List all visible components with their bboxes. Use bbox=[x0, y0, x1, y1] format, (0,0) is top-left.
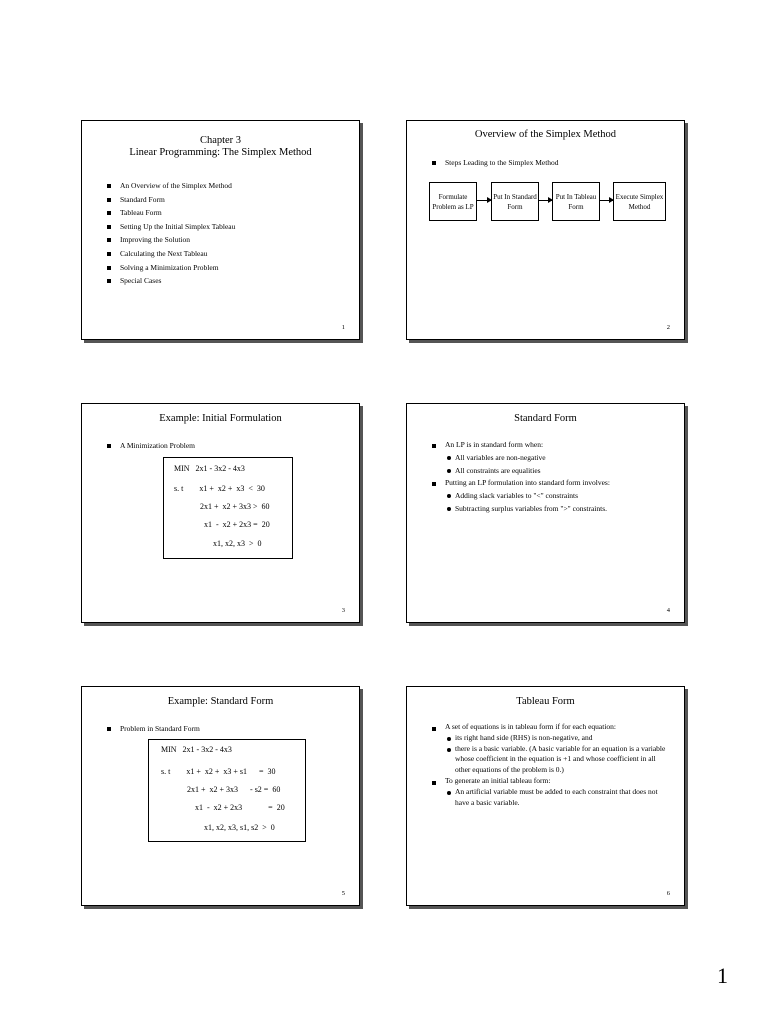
list-item: Steps Leading to the Simplex Method bbox=[429, 156, 672, 170]
slide-2 bbox=[406, 120, 685, 340]
nonnegativity-line: x1, x2, x3 > 0 bbox=[213, 539, 262, 548]
slide-title: Tableau Form bbox=[516, 696, 575, 707]
slide-5 bbox=[81, 686, 360, 906]
page-number: 1 bbox=[717, 963, 728, 988]
step-box-execute: Execute Simplex Method bbox=[613, 182, 666, 221]
slide-4 bbox=[406, 403, 685, 623]
constraint-line: 2x1 + x2 + 3x3 - s2 = 60 bbox=[187, 785, 281, 794]
list-item: Improving the Solution bbox=[104, 233, 347, 247]
slide-title bbox=[82, 135, 359, 159]
list-item: Calculating the Next Tableau bbox=[104, 247, 347, 261]
list-item: Solving a Minimization Problem bbox=[104, 261, 347, 275]
sub-item: Adding slack variables to "<" constraints bbox=[429, 490, 672, 503]
slide-number: 4 bbox=[666, 607, 670, 614]
arrow-icon bbox=[476, 200, 491, 201]
bullet-list bbox=[429, 156, 672, 170]
list-item: Special Cases bbox=[104, 274, 347, 288]
step-box-standard: Put In Standard Form bbox=[491, 182, 539, 221]
constraint-line: s. t x1 + x2 + x3 + s1 = 30 bbox=[161, 767, 276, 776]
nonnegativity-line: x1, x2, x3, s1, s2 > 0 bbox=[204, 823, 275, 832]
sub-item: An artificial variable must be added to each constraint that does not have a basic variable. bbox=[429, 787, 672, 809]
list-item: An LP is in standard form when: bbox=[429, 439, 672, 452]
list-item: To generate an initial tableau form: bbox=[429, 776, 672, 787]
sub-item: All variables are non-negative bbox=[429, 452, 672, 465]
slide-number: 5 bbox=[341, 890, 345, 897]
list-item: Putting an LP formulation into standard form involves: bbox=[429, 477, 672, 490]
bullet-list bbox=[429, 439, 672, 516]
constraint-line: 2x1 + x2 + 3x3 > 60 bbox=[200, 502, 270, 511]
constraint-line: x1 - x2 + 2x3 = 20 bbox=[195, 803, 285, 812]
bullet-list bbox=[104, 722, 347, 736]
slide-6 bbox=[406, 686, 685, 906]
list-item: Setting Up the Initial Simplex Tableau bbox=[104, 220, 347, 234]
list-item: An Overview of the Simplex Method bbox=[104, 179, 347, 193]
list-item: Problem in Standard Form bbox=[104, 722, 347, 736]
slide-title: Example: Standard Form bbox=[167, 696, 274, 707]
slide-title: Standard Form bbox=[514, 413, 577, 424]
sub-item: All constraints are equalities bbox=[429, 465, 672, 478]
arrow-icon bbox=[538, 200, 552, 201]
list-item: A set of equations is in tableau form if for each equation: bbox=[429, 722, 672, 733]
arrow-icon bbox=[599, 200, 613, 201]
objective-line: MIN 2x1 - 3x2 - 4x3 bbox=[174, 464, 245, 473]
slide-number: 1 bbox=[341, 324, 345, 331]
objective-line: MIN 2x1 - 3x2 - 4x3 bbox=[161, 745, 232, 754]
bullet-list bbox=[429, 722, 672, 808]
list-item: A Minimization Problem bbox=[104, 439, 347, 453]
step-box-formulate: Formulate Problem as LP bbox=[429, 182, 477, 221]
slide-number: 6 bbox=[666, 890, 670, 897]
slide-number: 3 bbox=[341, 607, 345, 614]
sub-item: there is a basic variable. (A basic variable for an equation is a variable whose coefficient in the equation is +1 and whose coefficient in all other equations of the problem is 0.) bbox=[429, 744, 672, 776]
slide-title: Example: Initial Formulation bbox=[159, 413, 282, 424]
sub-item: Subtracting surplus variables from ">" constraints. bbox=[429, 503, 672, 516]
bullet-list bbox=[104, 439, 347, 453]
list-item: Tableau Form bbox=[104, 206, 347, 220]
bullet-list bbox=[104, 179, 347, 288]
constraint-line: x1 - x2 + 2x3 = 20 bbox=[204, 520, 270, 529]
slide-1 bbox=[81, 120, 360, 340]
slide-title: Overview of the Simplex Method bbox=[474, 129, 617, 140]
slide-3 bbox=[81, 403, 360, 623]
chapter-title: Linear Programming: The Simplex Method bbox=[129, 147, 312, 158]
sub-item: its right hand side (RHS) is non-negative, and bbox=[429, 733, 672, 744]
constraint-line: s. t x1 + x2 + x3 < 30 bbox=[174, 484, 265, 493]
chapter-label: Chapter 3 bbox=[199, 135, 242, 146]
slide-number: 2 bbox=[666, 324, 670, 331]
step-box-tableau: Put In Tableau Form bbox=[552, 182, 600, 221]
list-item: Standard Form bbox=[104, 193, 347, 207]
